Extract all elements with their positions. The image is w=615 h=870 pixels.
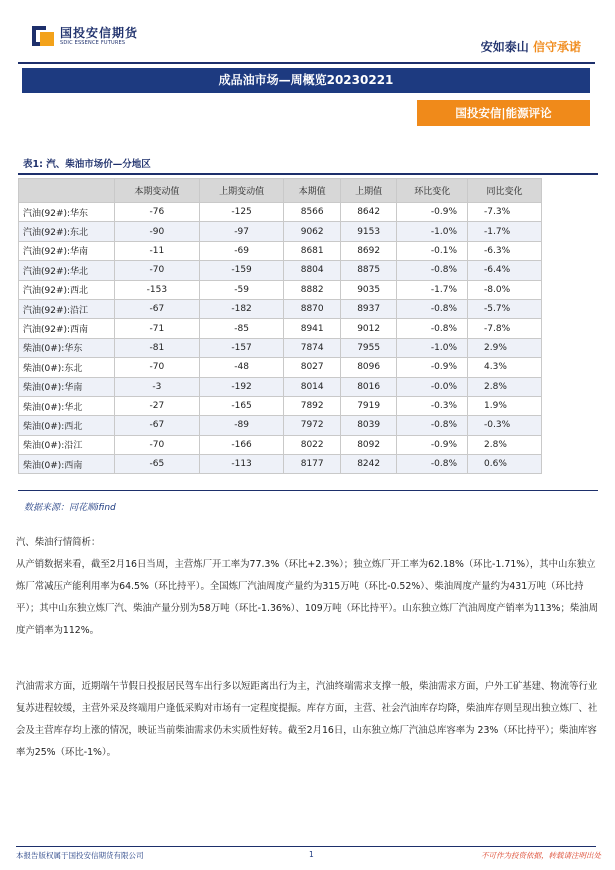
table-cell: -5.7% [468,299,542,318]
row-label-cell: 柴油(0#):华北 [19,396,115,415]
table-body [19,203,542,474]
table-cell: 8681 [284,241,340,260]
table-header-row [19,179,542,203]
table-cell: -0.8% [397,416,468,435]
table-row [19,358,542,377]
table-cell: 8096 [340,358,396,377]
table-row [19,416,542,435]
table-cell: 0.6% [468,455,542,474]
table-cell: -7.3% [468,203,542,222]
table-cell: -0.9% [397,203,468,222]
table-cell: -0.8% [397,319,468,338]
table-row [19,280,542,299]
slogan-part1: 安如泰山 [480,40,529,54]
table-cell: -113 [199,455,284,474]
table-cell: 8177 [284,455,340,474]
table-row [19,435,542,454]
column-header: 本期值 [284,179,340,203]
table-cell: 4.3% [468,358,542,377]
page-number: 1 [309,850,314,859]
table-cell: -0.3% [468,416,542,435]
table-cell: 7892 [284,396,340,415]
table-cell: -89 [199,416,284,435]
report-tag: 国投安信|能源评论 [417,100,590,126]
table-cell: -11 [115,241,200,260]
table-row [19,241,542,260]
table-cell: 8027 [284,358,340,377]
table-cell: 7972 [284,416,340,435]
logo-english-name: SDIC ESSENCE FUTURES [60,39,126,46]
table-cell: -3 [115,377,200,396]
company-logo [32,24,138,48]
logo-chinese-name: 国投安信期货 [60,25,139,40]
row-label-cell: 柴油(0#):沿江 [19,435,115,454]
row-label-cell: 汽油(92#):沿江 [19,299,115,318]
table-cell: 7955 [340,338,396,357]
table-cell: -1.0% [397,222,468,241]
table-cell: 8242 [340,455,396,474]
footer-disclaimer: 不可作为投资依据，转载请注明出处 [481,851,601,860]
table-cell: -0.9% [397,358,468,377]
column-header: 上期变动值 [199,179,284,203]
footer-divider [16,846,596,847]
row-label-cell: 柴油(0#):华南 [19,377,115,396]
table-cell: 2.9% [468,338,542,357]
analysis-paragraph-2: 汽油需求方面，近期端午节假日投报居民驾车出行多以短距离出行为主，汽油终端需求支撑一般，柴油需求方面，户外工矿基建、物流等行业复苏进程较缓，主营外采及终端用户逢低采购对市场有一定程度提振。库存方面，主营、社会汽油库存均降，柴油库存则呈现出独立炼厂、社会及主营库存均上涨的情况，映证当前柴油需求仍未实质性好转。截至2月16日，山东独立炼厂汽油总库容率为 23%（环比持平）；柴油库容率为25%（环比-1%）。 [16,681,598,758]
table-row [19,261,542,280]
table-cell: 8870 [284,299,340,318]
table-cell: 8566 [284,203,340,222]
table-cell: -153 [115,280,200,299]
table-caption: 表1: 汽、柴油市场价—分地区 [23,159,151,170]
table-cell: -182 [199,299,284,318]
table-cell: -0.8% [397,299,468,318]
table-cell: -7.8% [468,319,542,338]
table-cell: -0.9% [397,435,468,454]
table-cell: 8016 [340,377,396,396]
table-cell: 1.9% [468,396,542,415]
report-title: 成品油市场—周概览20230221 [22,68,590,93]
row-label-cell: 汽油(92#):西北 [19,280,115,299]
analysis-paragraph-1: 从产销数据来看，截至2月16日当周，主营炼厂开工率为77.3%（环比+2.3%）；独立炼厂开工率为62.18%（环比-1.71%），其中山东独立炼厂常减压产能利用率为64.5%（环比持平）。全国炼厂汽油周度产量约为315万吨（环比-0.52%）、柴油周度产量约为431万吨（环比持平）；其中山东独立炼厂汽、柴油产量分别为58万吨（环比-1.36%）、109万吨（环比持平）。山东独立炼厂汽油周度产销率为113%；柴油周度产销率为112%。 [16,559,598,636]
table-cell: -67 [115,416,200,435]
table-cell: 8692 [340,241,396,260]
table-cell: -1.7% [397,280,468,299]
row-label-cell: 汽油(92#):东北 [19,222,115,241]
row-label-cell: 汽油(92#):华南 [19,241,115,260]
table-cell: -70 [115,358,200,377]
column-header: 同比变化 [468,179,542,203]
table-row [19,299,542,318]
row-label-cell: 汽油(92#):华北 [19,261,115,280]
table-cell: -0.8% [397,261,468,280]
section-heading: 汽、柴油行情简析： [16,537,101,548]
table-cell: 7919 [340,396,396,415]
table-cell: 9035 [340,280,396,299]
table-cell: -70 [115,261,200,280]
page-header [0,0,615,64]
table-cell: -6.3% [468,241,542,260]
logo-mark-icon [32,24,54,48]
table-cell: 8092 [340,435,396,454]
table-cell: -8.0% [468,280,542,299]
table-cell: 8014 [284,377,340,396]
table-cell: -1.7% [468,222,542,241]
table-cell: -70 [115,435,200,454]
column-header: 上期值 [340,179,396,203]
table-cell: 2.8% [468,377,542,396]
table-cell: 8937 [340,299,396,318]
table-cell: 8941 [284,319,340,338]
column-header [19,179,115,203]
table-cell: 8022 [284,435,340,454]
table-row [19,338,542,357]
table-cell: -0.1% [397,241,468,260]
data-source-note: 数据来源：同花顺ifind [24,503,116,513]
footer-copyright: 本报告版权属于国投安信期货有限公司 [16,851,144,860]
table-row [19,222,542,241]
table-cell: -165 [199,396,284,415]
table-cell: 2.8% [468,435,542,454]
table-cell: -85 [199,319,284,338]
table-cell: -192 [199,377,284,396]
table-row [19,455,542,474]
table-cell: -1.0% [397,338,468,357]
table-cell: -90 [115,222,200,241]
table-cell: 8642 [340,203,396,222]
table-row [19,319,542,338]
row-label-cell: 柴油(0#):西北 [19,416,115,435]
table-row [19,377,542,396]
table-cell: -157 [199,338,284,357]
table-cell: -166 [199,435,284,454]
table-cell: 9062 [284,222,340,241]
table-cell: -69 [199,241,284,260]
table-cell: -71 [115,319,200,338]
table-cell: 8804 [284,261,340,280]
column-header: 环比变化 [397,179,468,203]
table-cell: 8039 [340,416,396,435]
price-table [18,178,542,474]
table-cell: 8882 [284,280,340,299]
table-cell: 9012 [340,319,396,338]
table-cell: 8875 [340,261,396,280]
price-table-container [18,173,598,491]
row-label-cell: 柴油(0#):华东 [19,338,115,357]
table-cell: -6.4% [468,261,542,280]
table-cell: -76 [115,203,200,222]
row-label-cell: 柴油(0#):西南 [19,455,115,474]
header-divider [18,62,595,64]
table-row [19,203,542,222]
table-cell: 7874 [284,338,340,357]
table-cell: -59 [199,280,284,299]
table-cell: -0.3% [397,396,468,415]
table-cell: -125 [199,203,284,222]
table-cell: -27 [115,396,200,415]
table-cell: -67 [115,299,200,318]
table-cell: 9153 [340,222,396,241]
company-slogan [481,38,581,55]
slogan-part2: 信守承诺 [532,40,581,54]
table-cell: -65 [115,455,200,474]
table-cell: -0.0% [397,377,468,396]
row-label-cell: 柴油(0#):东北 [19,358,115,377]
table-cell: -48 [199,358,284,377]
row-label-cell: 汽油(92#):华东 [19,203,115,222]
column-header: 本期变动值 [115,179,200,203]
table-cell: -0.8% [397,455,468,474]
table-cell: -81 [115,338,200,357]
table-cell: -159 [199,261,284,280]
table-cell: -97 [199,222,284,241]
table-row [19,396,542,415]
row-label-cell: 汽油(92#):西南 [19,319,115,338]
